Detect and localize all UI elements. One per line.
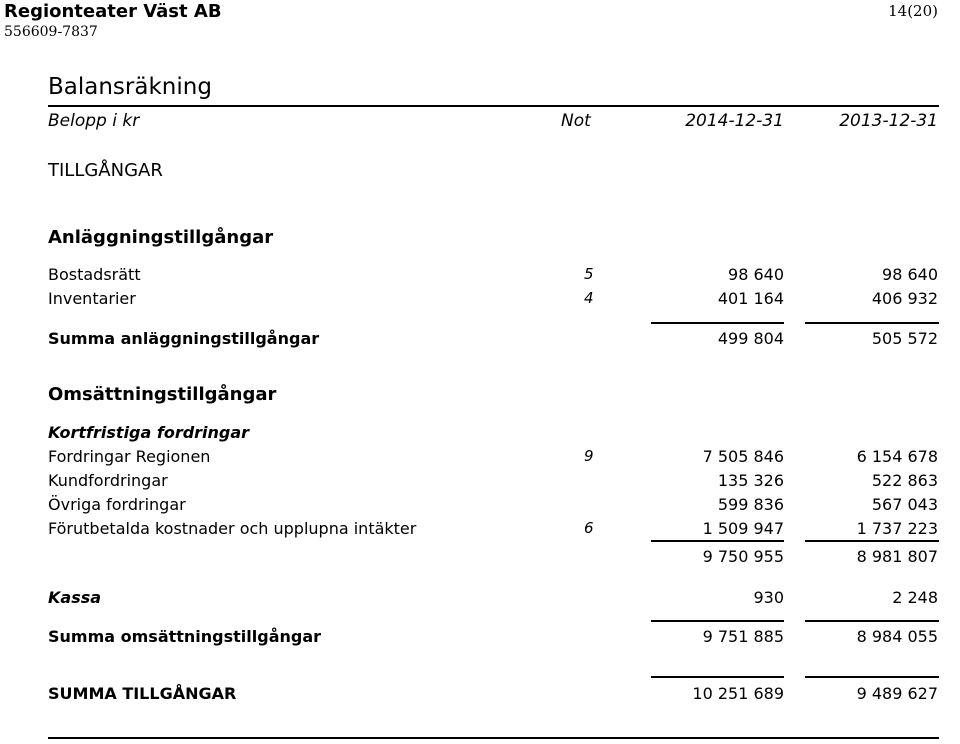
total-assets-label: SUMMA TILLGÅNGAR — [48, 684, 237, 703]
row-label: Kundfordringar — [48, 471, 168, 490]
row-value-year2: 406 932 — [871, 289, 938, 308]
sum-rule — [805, 620, 939, 622]
assets-heading: TILLGÅNGAR — [48, 160, 163, 181]
receivables-subtotal-year1: 9 750 955 — [702, 547, 784, 566]
row-value-year2: 98 640 — [882, 265, 938, 284]
receivables-subtotal-year2: 8 981 807 — [856, 547, 938, 566]
row-label: Förutbetalda kostnader och upplupna intäkter — [48, 519, 417, 538]
column-header-year2: 2013-12-31 — [839, 111, 938, 131]
cash-year2: 2 248 — [892, 588, 938, 607]
row-value-year2: 522 863 — [871, 471, 938, 490]
row-note: 6 — [584, 519, 594, 537]
row-value-year1: 401 164 — [717, 289, 784, 308]
bottom-rule — [48, 737, 939, 739]
page-title: Balansräkning — [48, 74, 212, 100]
row-value-year1: 98 640 — [728, 265, 784, 284]
cash-year1: 930 — [753, 588, 784, 607]
subtotal-rule — [651, 540, 784, 542]
current-assets-sum-label: Summa omsättningstillgångar — [48, 627, 322, 646]
fixed-assets-sum-label: Summa anläggningstillgångar — [48, 329, 320, 348]
row-value-year2: 6 154 678 — [856, 447, 938, 466]
page-number: 14(20) — [888, 2, 938, 20]
org-number: 556609-7837 — [4, 24, 98, 40]
receivables-heading: Kortfristiga fordringar — [48, 423, 250, 442]
row-note: 4 — [584, 289, 594, 307]
row-value-year2: 1 737 223 — [856, 519, 938, 538]
total-assets-year2: 9 489 627 — [856, 684, 938, 703]
column-header-note: Not — [561, 111, 591, 131]
row-value-year1: 1 509 947 — [702, 519, 784, 538]
column-header-year1: 2014-12-31 — [685, 111, 784, 131]
total-rule — [651, 676, 784, 678]
row-value-year1: 599 836 — [717, 495, 784, 514]
row-label: Inventarier — [48, 289, 136, 308]
current-assets-sum-year1: 9 751 885 — [702, 627, 784, 646]
fixed-assets-sum-year1: 499 804 — [717, 329, 784, 348]
cash-label: Kassa — [48, 588, 102, 607]
sum-rule — [651, 620, 784, 622]
company-name: Regionteater Väst AB — [4, 1, 222, 22]
row-value-year1: 135 326 — [717, 471, 784, 490]
row-label: Övriga fordringar — [48, 495, 186, 514]
subtotal-rule — [805, 540, 939, 542]
current-assets-heading: Omsättningstillgångar — [48, 384, 277, 405]
total-assets-year1: 10 251 689 — [692, 684, 784, 703]
title-rule — [48, 105, 939, 107]
column-header-label: Belopp i kr — [48, 111, 140, 131]
fixed-assets-heading: Anläggningstillgångar — [48, 227, 274, 248]
current-assets-sum-year2: 8 984 055 — [856, 627, 938, 646]
total-rule — [805, 676, 939, 678]
row-label: Fordringar Regionen — [48, 447, 211, 466]
sum-rule — [651, 322, 784, 324]
row-note: 9 — [584, 447, 594, 465]
row-label: Bostadsrätt — [48, 265, 141, 284]
fixed-assets-sum-year2: 505 572 — [871, 329, 938, 348]
row-note: 5 — [584, 265, 594, 283]
row-value-year1: 7 505 846 — [702, 447, 784, 466]
sum-rule — [805, 322, 939, 324]
row-value-year2: 567 043 — [871, 495, 938, 514]
